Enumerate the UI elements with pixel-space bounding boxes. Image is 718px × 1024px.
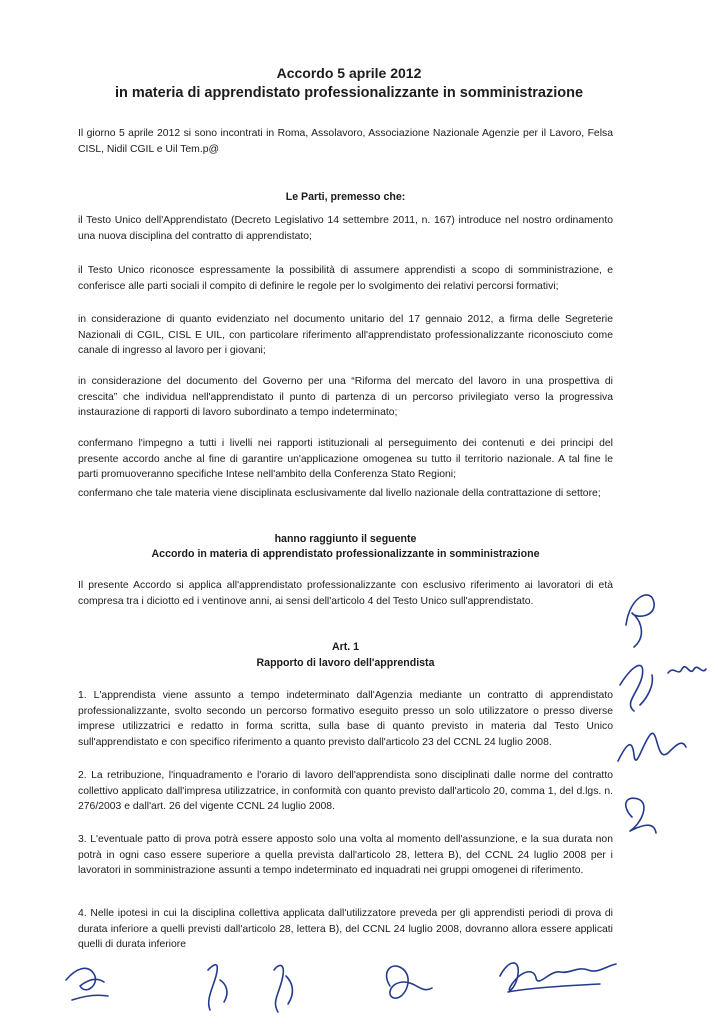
document-subtitle: in materia di apprendistato professionalizzante in somministrazione bbox=[114, 85, 584, 101]
signature-stroke bbox=[208, 965, 227, 1010]
signature-stroke bbox=[626, 595, 654, 647]
premise-heading: Le Parti, premesso che: bbox=[285, 191, 406, 203]
document-title: Accordo 5 aprile 2012 bbox=[276, 65, 422, 81]
signature-stroke bbox=[66, 968, 108, 1000]
premise-paragraph: confermano che tale materia viene disciplinata esclusivamente dal livello nazionale della contrattazione di settore; bbox=[78, 488, 601, 499]
signature-stroke bbox=[668, 667, 706, 673]
article-clause: 1. L'apprendista viene assunto a tempo indeterminato dall'Agenzia mediante un contratto di apprendistato professionalizzante, svolto secondo un percorso formativo eseguito presso un solo utilizzatore o presso diverse imprese utilizzatrici e redatto in forma scritta, sulla base di quanto previsto in materia dal Testo Unico sull'apprendistato e con specifico riferimento a quanto previsto dall'articolo 23 del CCNL 24 luglio 2008. bbox=[78, 690, 613, 748]
scope-paragraph: Il presente Accordo si applica all'apprendistato professionalizzante con esclusivo riferimento ai lavoratori di età compresa tra i diciotto ed i ventinove anni, ai sensi dell'articolo 4 del Testo Unico sull'apprendistato. bbox=[78, 580, 613, 607]
agreement-heading: Accordo in materia di apprendistato professionalizzante in somministrazione bbox=[151, 548, 540, 560]
premise-paragraph: il Testo Unico dell'Apprendistato (Decreto Legislativo 14 settembre 2011, n. 167) introduce nel nostro ordinamento una nuova disciplina del contratto di apprendistato; bbox=[78, 215, 613, 242]
margin-signatures bbox=[612, 585, 718, 885]
signature-stroke bbox=[618, 733, 686, 761]
signature-stroke bbox=[387, 966, 432, 998]
premise-paragraph: in considerazione di quanto evidenziato nel documento unitario del 17 gennaio 2012, a firma delle Segreterie Nazionali di CGIL, CISL E UIL, con particolare riferimento all'apprendistato professionalizzante riconosciuto come canale di ingresso al lavoro per i giovani; bbox=[78, 314, 613, 357]
intro-paragraph: Il giorno 5 aprile 2012 si sono incontrati in Roma, Assolavoro, Associazione Nazionale Agenzie per il Lavoro, Felsa CISL, Nidil CGIL e Uil Tem.p@ bbox=[78, 128, 613, 155]
agreement-heading-intro: hanno raggiunto il seguente bbox=[274, 533, 417, 545]
article-clause: 3. L'eventuale patto di prova potrà essere apposto solo una volta al momento dell'assunzione, e la sua durata non potrà in ogni caso essere superiore a quella prevista dall'articolo 28, lettera B), del CCNL 24 luglio 2008 per i lavoratori in somministrazione assunti a tempo indeterminato ed inquadrati nei gruppi omogenei di riferimento. bbox=[78, 834, 613, 877]
article-title: Rapporto di lavoro dell'apprendista bbox=[256, 657, 435, 669]
article-number: Art. 1 bbox=[331, 641, 360, 653]
signature-stroke bbox=[508, 984, 600, 992]
signature-stroke bbox=[620, 665, 652, 711]
signature-stroke bbox=[274, 965, 292, 1012]
article-clause: 2. La retribuzione, l'inquadramento e l'orario di lavoro dell'apprendista sono disciplinati dalle norme del contratto collettivo applicato dall'impresa utilizzatrice, in conformità con quanto previsto dall'articolo 20, comma 1, del d.lgs. n. 276/2003 e dall'art. 26 del vigente CCNL 24 luglio 2008. bbox=[78, 770, 613, 813]
bottom-signatures bbox=[60, 940, 660, 1024]
article-clause: 4. Nelle ipotesi in cui la disciplina collettiva applicata dall'utilizzatore preveda per gli apprendisti periodi di prova di durata inferiore a quelli previsti dall'articolo 28, lettera B), del CCNL 24 luglio 2008, dovranno allora essere applicati quelli di durata inferiore bbox=[78, 908, 613, 951]
premise-paragraph: in considerazione del documento del Governo per una “Riforma del mercato del lavoro in una prospettiva di crescita” che individua nell'apprendistato il punto di partenza di un percorso privilegiato verso la progressiva instaurazione di rapporti di lavoro subordinato a tempo indeterminato; bbox=[78, 376, 613, 419]
premise-paragraph: confermano l'impegno a tutti i livelli nei rapporti istituzionali al perseguimento dei contenuti e dei principi del presente accordo anche al fine di garantire un'applicazione omogenea su tutto il territorio nazionale. A tal fine le parti promuoveranno specifiche Intese nell'ambito della Conferenza Stato Regioni; bbox=[78, 438, 613, 481]
signature-stroke bbox=[626, 798, 656, 833]
premise-paragraph: il Testo Unico riconosce espressamente la possibilità di assumere apprendisti a scopo di somministrazione, e conferisce alle parti sociali il compito di definire le regole per lo svolgimento dei relativi percorsi formativi; bbox=[78, 265, 613, 292]
